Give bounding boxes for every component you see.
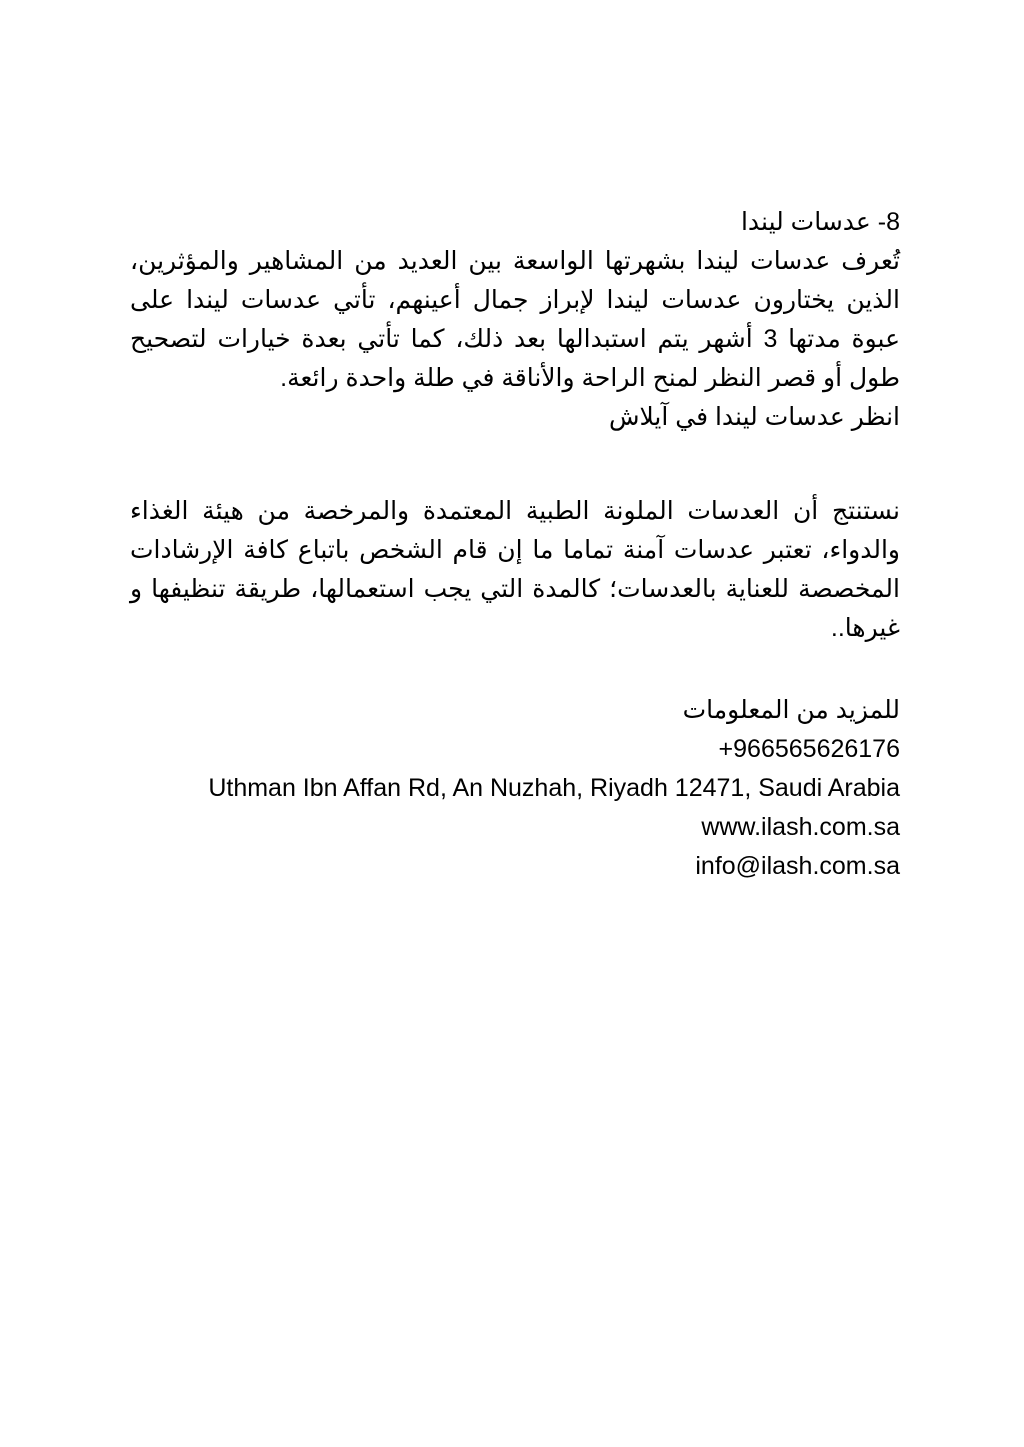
email-link[interactable]: info@ilash.com.sa: [695, 852, 900, 880]
conclusion-section: [130, 492, 900, 648]
lens-article-section: [130, 203, 900, 437]
conclusion-paragraph: نستنتج أن العدسات الملونة الطبية المعتمدة والمرخصة من هيئة الغذاء والدواء، تعتبر عدسات آمنة تماما ما إن قام الشخص باتباع كافة الإرشادات المخصصة للعناية بالعدسات؛ كالمدة التي يجب استعمالها، طريقة تنظيفها و غيرها..: [130, 497, 900, 642]
product-link[interactable]: انظر عدسات ليندا في آيلاش: [608, 403, 900, 431]
section-heading: 8- عدسات ليندا: [740, 208, 900, 236]
contact-section: [130, 691, 900, 886]
address: Uthman Ibn Affan Rd, An Nuzhah, Riyadh 12471, Saudi Arabia: [208, 774, 900, 802]
contact-heading: للمزيد من المعلومات: [682, 696, 900, 724]
website-link[interactable]: www.ilash.com.sa: [701, 813, 900, 841]
phone-number[interactable]: +966565626176: [718, 735, 900, 763]
article-paragraph: تُعرف عدسات ليندا بشهرتها الواسعة بين العديد من المشاهير والمؤثرين، الذين يختارون عدسات ليندا لإبراز جمال أعينهم، تأتي عدسات ليندا على عبوة مدتها 3 أشهر يتم استبدالها بعد ذلك، كما تأتي بعدة خيارات لتصحيح طول أو قصر النظر لمنح الراحة والأناقة في طلة واحدة رائعة.: [130, 247, 900, 392]
